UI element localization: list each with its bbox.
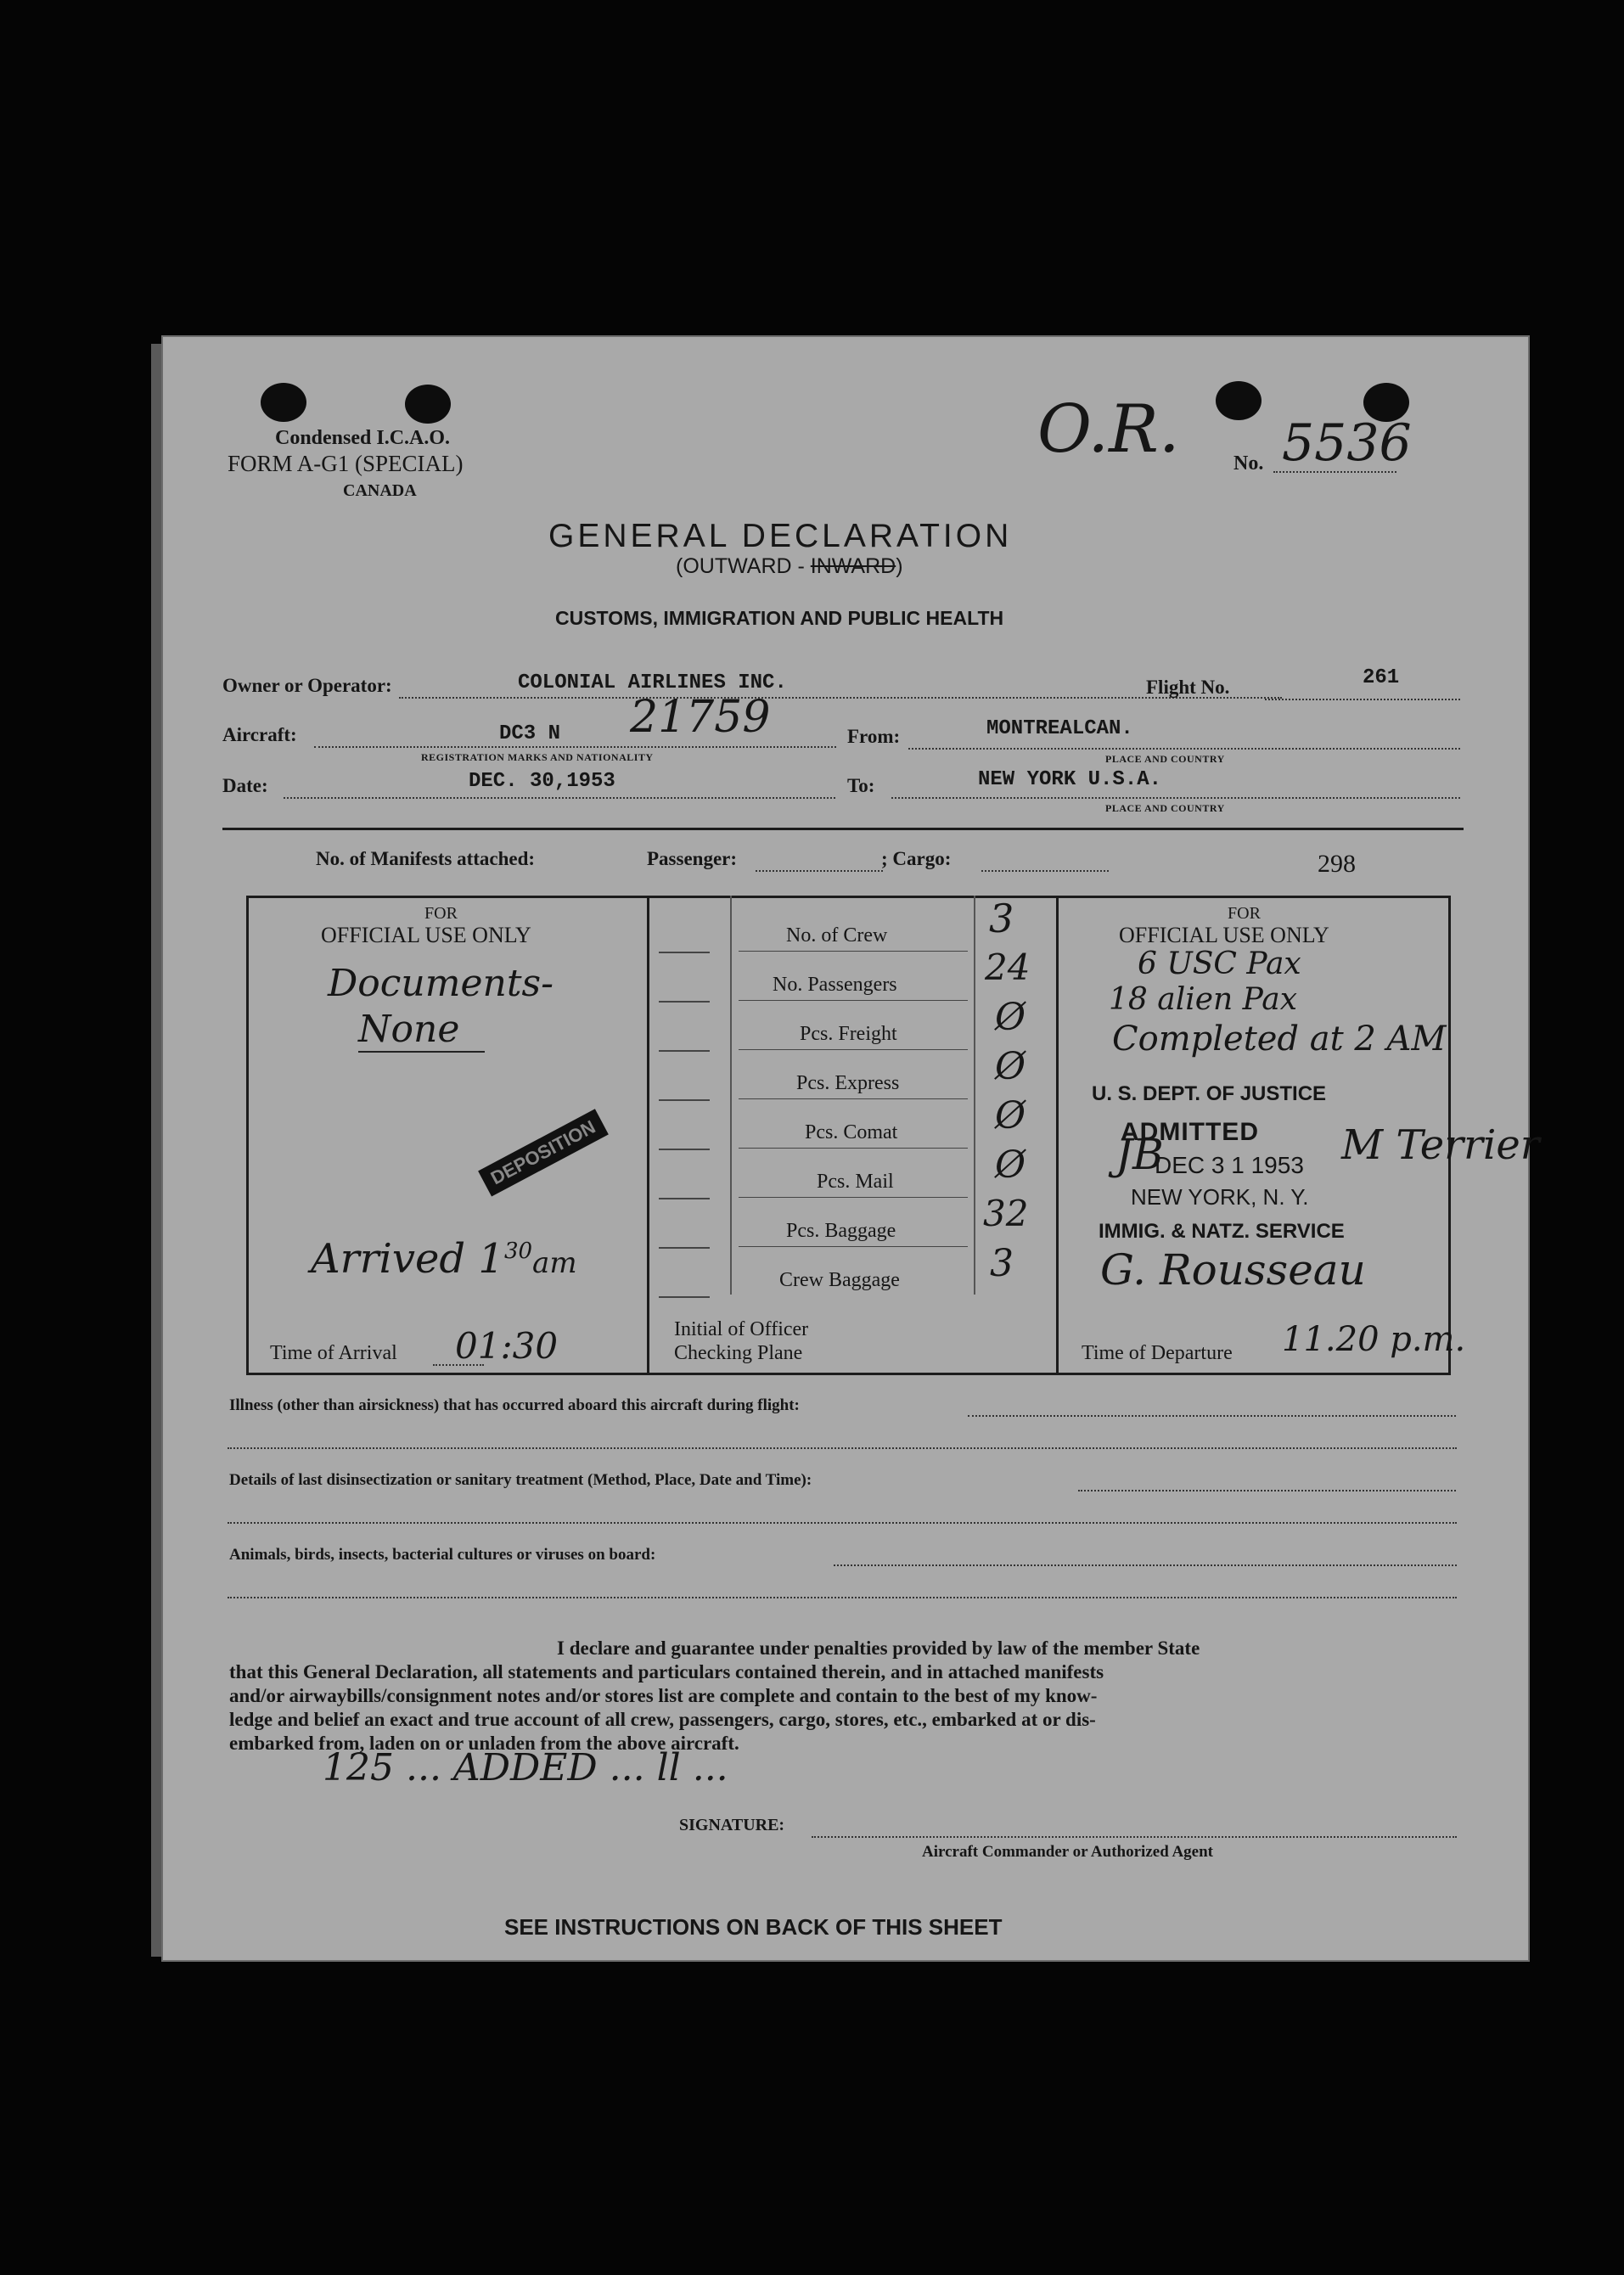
date-value: DEC. 30,1953 [469, 770, 615, 793]
subtitle-inward-struck: INWARD [810, 554, 896, 578]
manifests-label: No. of Manifests attached: [316, 848, 536, 869]
count-label-crew: No. of Crew [786, 924, 888, 947]
stamp-place: NEW YORK, N. Y. [1131, 1184, 1309, 1210]
place-caption-from: PLACE AND COUNTRY [1105, 753, 1225, 765]
punch-hole [1216, 381, 1262, 420]
right-hand-initials: JB [1115, 1130, 1164, 1179]
declaration-line4: ledge and belief an exact and true account of all crew, passengers, cargo, stores, etc., embarked at or dis- [229, 1709, 1096, 1730]
right-hand-usc-pax: 6 USC Pax [1138, 947, 1301, 981]
count-label-passengers: No. Passengers [773, 974, 897, 996]
grid-top [246, 896, 1450, 898]
illness-label: Illness (other than airsickness) that has occurred aboard this aircraft during flight: [229, 1396, 800, 1414]
form-subtitle [676, 554, 903, 579]
registration-caption: REGISTRATION MARKS AND NATIONALITY [421, 751, 654, 763]
aircraft-typed: DC3 N [499, 722, 561, 745]
initial-officer-line1: Initial of Officer [674, 1318, 809, 1340]
count-label-comat: Pcs. Comat [805, 1121, 898, 1143]
count-value-crew: 3 [989, 896, 1014, 941]
arrived-text: Arrived 1 [311, 1235, 504, 1283]
handwritten-reference: O.R. [1037, 391, 1180, 468]
left-hand-none: None [358, 1008, 485, 1053]
right-signature-1: M Terrier [1341, 1121, 1540, 1169]
footer-instructions: SEE INSTRUCTIONS ON BACK OF THIS SHEET [504, 1914, 1003, 1940]
declaration-line5: embarked from, laden on or unladen from the above aircraft. [229, 1733, 739, 1754]
manifests-passenger-label: Passenger: [647, 848, 738, 869]
count-value-express: Ø [995, 1045, 1026, 1088]
subtitle-outward: (OUTWARD - [676, 554, 811, 578]
aircraft-handwritten: 21759 [630, 692, 771, 743]
grid-bottom [246, 1373, 1450, 1375]
count-value-freight: Ø [995, 996, 1026, 1039]
form-number-value: 5536 [1282, 413, 1412, 473]
manifests-number: 298 [1318, 850, 1356, 878]
declaration-hand-note: 125 ... ADDED ... ll ... [323, 1746, 728, 1789]
flight-label: Flight No. [1146, 677, 1230, 698]
signature-caption: Aircraft Commander or Authorized Agent [922, 1843, 1214, 1861]
count-value-mail: Ø [995, 1143, 1026, 1187]
arrived-hand [311, 1235, 577, 1283]
declaration-line1: I declare and guarantee under penalties provided by law of the member State [557, 1637, 1200, 1659]
form-title: GENERAL DECLARATION [548, 518, 1013, 554]
manifests-cargo-label: ; Cargo: [881, 848, 952, 869]
right-hand-alien-pax: 18 alien Pax [1109, 982, 1298, 1017]
header-divider [222, 828, 1464, 830]
punch-hole [405, 385, 451, 424]
right-signature-2: G. Rousseau [1100, 1245, 1366, 1295]
paper-edge [151, 344, 161, 1957]
count-label-express: Pcs. Express [796, 1072, 900, 1094]
from-value: MONTREALCAN. [986, 717, 1133, 740]
animals-label: Animals, birds, insects, bacterial cultures or viruses on board: [229, 1546, 656, 1564]
form-purpose: CUSTOMS, IMMIGRATION AND PUBLIC HEALTH [555, 607, 1004, 629]
stamp-admitted: ADMITTED [1121, 1118, 1259, 1146]
signature-line [812, 1836, 1457, 1838]
deposition-stamp: DEPOSITION [478, 1109, 608, 1196]
initial-officer-line2: Checking Plane [674, 1342, 803, 1364]
departure-time-label: Time of Departure [1082, 1342, 1233, 1364]
right-hand-completed: Completed at 2 AM [1112, 1020, 1447, 1059]
aircraft-label: Aircraft: [222, 724, 297, 745]
declaration-form [161, 335, 1540, 1962]
left-hand-documents: Documents- [328, 962, 554, 1005]
flight-value: 261 [1363, 666, 1400, 689]
arrived-am: am [532, 1246, 577, 1280]
stamp-service: IMMIG. & NATZ. SERVICE [1099, 1220, 1345, 1243]
count-label-freight: Pcs. Freight [800, 1023, 897, 1045]
right-official-title: OFFICIAL USE ONLY [1119, 923, 1329, 947]
count-value-passengers: 24 [985, 947, 1031, 988]
date-label: Date: [222, 775, 268, 796]
departure-time-value: 11.20 p.m. [1282, 1320, 1466, 1359]
from-label: From: [847, 726, 901, 747]
left-official-title: OFFICIAL USE ONLY [321, 923, 531, 947]
declaration-line2: that this General Declaration, all statements and particulars contained therein, and in attached manifests [229, 1661, 1104, 1682]
count-label-baggage: Pcs. Baggage [786, 1220, 896, 1242]
to-label: To: [847, 775, 875, 796]
arrival-time-label: Time of Arrival [270, 1342, 397, 1364]
stamp-date: DEC 3 1 1953 [1155, 1152, 1304, 1178]
count-label-mail: Pcs. Mail [817, 1171, 894, 1193]
form-number-label: No. [1233, 452, 1264, 475]
count-value-comat: Ø [995, 1094, 1026, 1138]
count-value-crew-baggage: 3 [990, 1242, 1014, 1285]
place-caption-to: PLACE AND COUNTRY [1105, 802, 1225, 814]
count-value-baggage: 32 [983, 1193, 1029, 1234]
disinsectization-label: Details of last disinsectization or sanitary treatment (Method, Place, Date and Time): [229, 1471, 812, 1489]
form-header-line3: CANADA [343, 481, 417, 500]
form-header-line1: Condensed I.C.A.O. [275, 427, 451, 449]
punch-hole [261, 383, 306, 422]
to-value: NEW YORK U.S.A. [978, 768, 1162, 791]
signature-label: SIGNATURE: [679, 1816, 785, 1834]
right-for: FOR [1228, 904, 1261, 923]
declaration-line3: and/or airwaybills/consignment notes and/or stores list are complete and contain to the best of my know- [229, 1685, 1098, 1706]
arrived-minutes: 30 [503, 1239, 533, 1264]
stamp-dept: U. S. DEPT. OF JUSTICE [1092, 1082, 1327, 1105]
subtitle-close: ) [896, 554, 903, 578]
owner-value: COLONIAL AIRLINES INC. [518, 671, 787, 694]
count-label-crew-baggage: Crew Baggage [779, 1269, 900, 1291]
owner-label: Owner or Operator: [222, 675, 392, 696]
left-for: FOR [424, 904, 458, 923]
arrival-time-value: 01:30 [455, 1325, 559, 1367]
form-header-line2: FORM A-G1 (SPECIAL) [228, 451, 464, 476]
